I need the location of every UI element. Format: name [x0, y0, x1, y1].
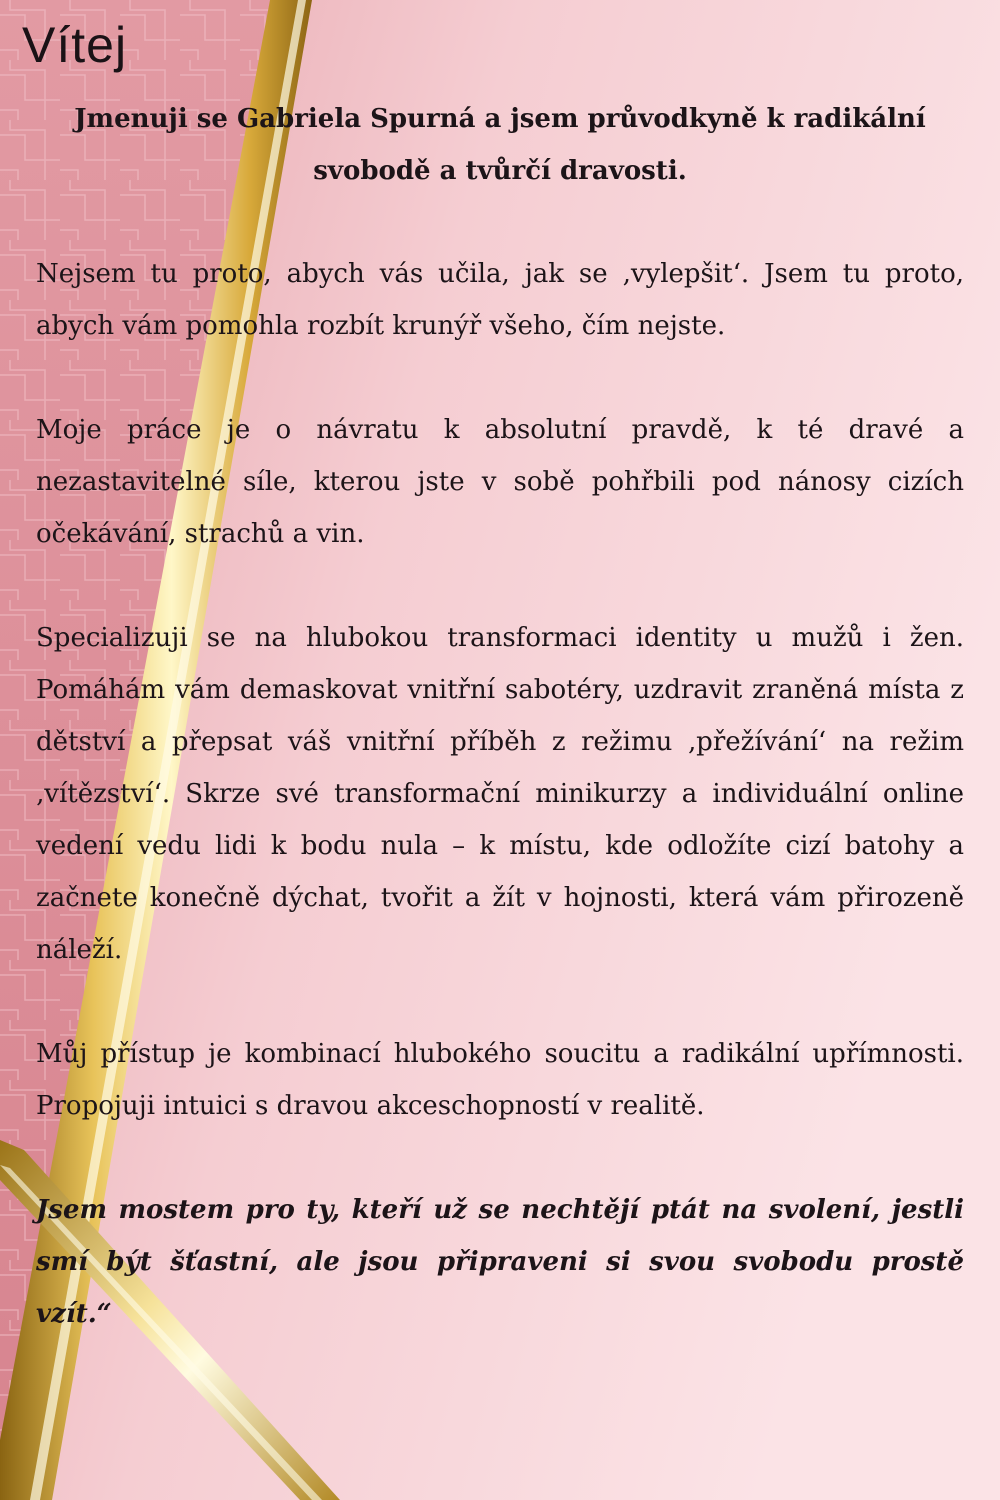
page-title: Vítej [22, 17, 128, 73]
text-content [22, 0, 964, 1500]
paragraph-2: Moje práce je o návratu k absolutní pravdě, k té dravé a nezastavitelné síle, kterou jste v sobě pohřbili pod nánosy cizích očekávání, strachů a vin. [36, 415, 964, 549]
intro-heading: Jmenuji se Gabriela Spurná a jsem průvodkyně k radikální svobodě a tvůrčí dravosti. [74, 104, 926, 186]
paragraph-3: Specializuji se na hlubokou transformaci identity u mužů i žen. Pomáhám vám demaskovat vnitřní sabotéry, uzdravit zraněná místa z dětství a přepsat váš vnitřní příběh z režimu ‚přežívání‘ na režim ‚vítězství‘. Skrze své transformační minikurzy a individuální online vedení vedu lidi k bodu nula – k místu, kde odložíte cizí batohy a začnete konečně dýchat, tvořit a žít v hojnosti, která vám přirozeně náleží. [36, 623, 964, 965]
closing-quote: Jsem mostem pro ty, kteří už se nechtějí ptát na svolení, jestli smí být šťastní, ale jsou připraveni si svou svobodu prostě vzít.“ [36, 1195, 964, 1329]
paragraph-1: Nejsem tu proto, abych vás učila, jak se ‚vylepšit‘. Jsem tu proto, abych vám pomohla rozbít krunýř všeho, čím nejste. [36, 259, 964, 341]
paragraph-4: Můj přístup je kombinací hlubokého soucitu a radikální upřímnosti. Propojuji intuici s dravou akceschopností v realitě. [36, 1039, 964, 1121]
